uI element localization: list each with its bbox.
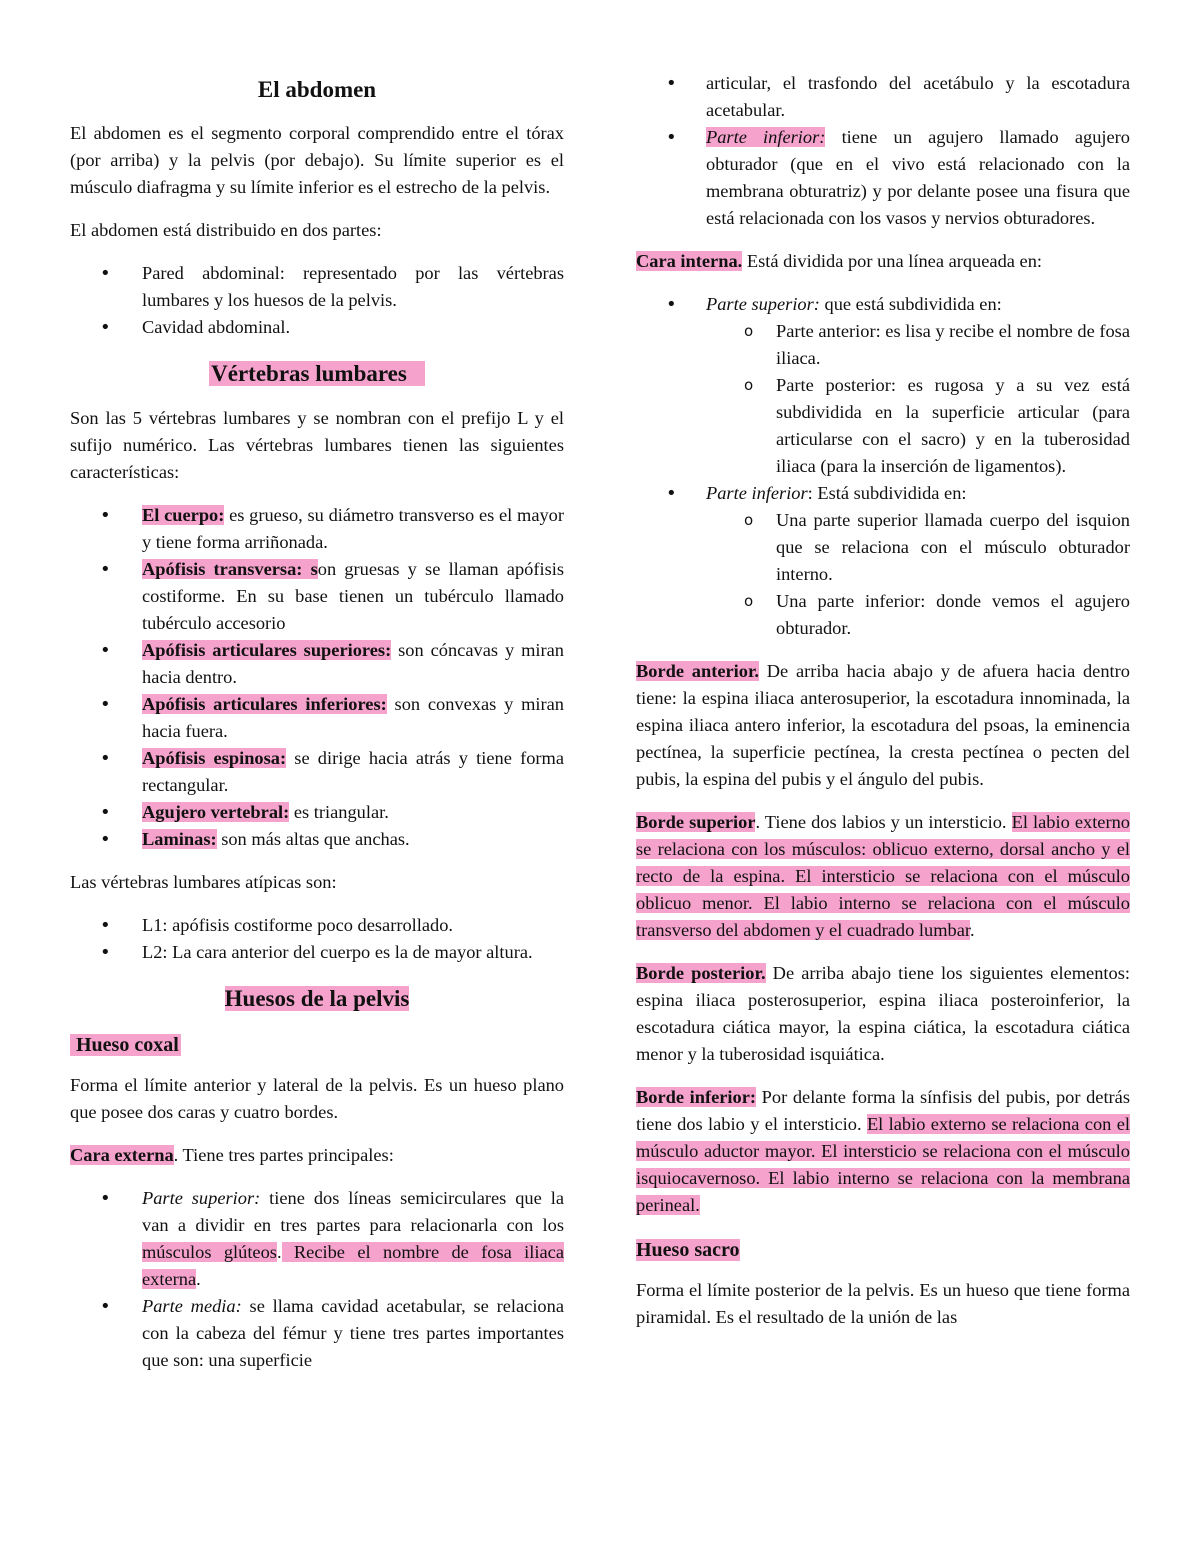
sub-list bbox=[706, 318, 1130, 480]
list-item: • Apófisis transversa: son gruesas y se llaman apófisis costiforme. En su base tienen un tubérculo llamado tubérculo accesorio bbox=[70, 556, 564, 637]
list-item: • Pared abdominal: representado por las vértebras lumbares y los huesos de la pelvis. bbox=[70, 260, 564, 314]
list-item: • Apófisis articulares inferiores: son convexas y miran hacia fuera. bbox=[70, 691, 564, 745]
list-item: • Apófisis espinosa: se dirige hacia atrás y tiene forma rectangular. bbox=[70, 745, 564, 799]
sub-list-item: o Parte anterior: es lisa y recibe el nombre de fosa iliaca. bbox=[706, 318, 1130, 372]
sub-list-item: o Una parte superior llamada cuerpo del isquion que se relaciona con el músculo obturador interno. bbox=[706, 507, 1130, 588]
cara-interna-list bbox=[636, 291, 1130, 642]
sub-list-item: o Una parte inferior: donde vemos el agujero obturador. bbox=[706, 588, 1130, 642]
page-title: El abdomen bbox=[257, 77, 377, 102]
sacro-paragraph: Forma el límite posterior de la pelvis. Es un hueso que tiene forma piramidal. Es el resultado de la unión de las bbox=[636, 1280, 1130, 1327]
intro-paragraph: El abdomen es el segmento corporal comprendido entre el tórax (por arriba) y la pelvis (por debajo). Su límite superior es el músculo diafragma y su límite inferior es el estrecho de la pelvis. bbox=[70, 123, 564, 197]
list-item: • Parte media: se llama cavidad acetabular, se relaciona con la cabeza del fémur y tiene tres partes importantes que son: una superficie bbox=[70, 1293, 564, 1374]
cara-externa-list-continued bbox=[636, 70, 1130, 232]
left-column bbox=[70, 70, 564, 1390]
subheading-sacro: Hueso sacro bbox=[636, 1239, 740, 1261]
borde-posterior-paragraph: Borde posterior. De arriba abajo tiene los siguientes elementos: espina iliaca posterosuperior, espina iliaca posteroinferior, la escotadura ciática mayor, la espina ciática, la escotadura ciática menor y la tuberosidad isquiática. bbox=[636, 963, 1130, 1064]
list-item: • Parte superior: que está subdividida en: o Parte anterior: es lisa y recibe el nombre de fosa iliaca. o Parte posterior: es rugosa y a su vez está subdividida en la superficie articular (para articularse con el sacro) y en la tuberosidad iliaca (para la inserción de ligamentos). bbox=[636, 291, 1130, 480]
parts-list bbox=[70, 260, 564, 341]
list-item: • Agujero vertebral: es triangular. bbox=[70, 799, 564, 826]
list-item: • Cavidad abdominal. bbox=[70, 314, 564, 341]
list-item: • L1: apófisis costiforme poco desarrollado. bbox=[70, 912, 564, 939]
list-item: • Parte superior: tiene dos líneas semicirculares que la van a dividir en tres partes para relacionarla con los músculos glúteos. Recibe el nombre de fosa iliaca externa. bbox=[70, 1185, 564, 1293]
list-item: • Apófisis articulares superiores: son cóncavas y miran hacia dentro. bbox=[70, 637, 564, 691]
list-item: • El cuerpo: es grueso, su diámetro transverso es el mayor y tiene forma arriñonada. bbox=[70, 502, 564, 556]
cara-interna-paragraph: Cara interna. Está dividida por una línea arqueada en: bbox=[636, 251, 1043, 271]
atypical-intro: Las vértebras lumbares atípicas son: bbox=[70, 872, 337, 892]
section-heading-pelvis: Huesos de la pelvis bbox=[224, 986, 410, 1011]
features-list bbox=[70, 502, 564, 853]
parts-intro: El abdomen está distribuido en dos partes: bbox=[70, 220, 382, 240]
sub-list-item: o Parte posterior: es rugosa y a su vez está subdividida en la superficie articular (para articularse con el sacro) y en la tuberosidad iliaca (para la inserción de ligamentos). bbox=[706, 372, 1130, 480]
atypical-list bbox=[70, 912, 564, 966]
lumbar-intro: Son las 5 vértebras lumbares y se nombran con el prefijo L y el sufijo numérico. Las vértebras lumbares tienen las siguientes características: bbox=[70, 408, 564, 482]
coxal-intro: Forma el límite anterior y lateral de la pelvis. Es un hueso plano que posee dos caras y cuatro bordes. bbox=[70, 1075, 564, 1122]
subheading-coxal: Hueso coxal bbox=[70, 1030, 564, 1060]
list-item: • Laminas: son más altas que anchas. bbox=[70, 826, 564, 853]
list-item: • L2: La cara anterior del cuerpo es la de mayor altura. bbox=[70, 939, 564, 966]
list-item: • Parte inferior: Está subdividida en: o Una parte superior llamada cuerpo del isquion que se relaciona con el músculo obturador interno. o Una parte inferior: donde vemos el agujero obturador. bbox=[636, 480, 1130, 642]
borde-inferior-paragraph: Borde inferior: Por delante forma la sínfisis del pubis, por detrás tiene dos labio y el intersticio. El labio externo se relaciona con el músculo aductor mayor. El intersticio se relaciona con el músculo isquiocavernoso. El labio interno se relaciona con la membrana perineal. bbox=[636, 1087, 1130, 1215]
list-item-continued: • articular, el trasfondo del acetábulo y la escotadura acetabular. bbox=[636, 70, 1130, 124]
borde-superior-paragraph: Borde superior. Tiene dos labios y un intersticio. El labio externo se relaciona con los músculos: oblicuo externo, dorsal ancho y el recto de la espina. El intersticio se relaciona con el músculo oblicuo menor. El labio interno se relaciona con el músculo transverso del abdomen y el cuadrado lumbar. bbox=[636, 812, 1130, 940]
list-item: • Parte inferior: tiene un agujero llamado agujero obturador (que en el vivo está relacionado con la membrana obturatriz) y por delante posee una fisura que está relacionada con los vasos y nervios obturadores. bbox=[636, 124, 1130, 232]
cara-externa-list bbox=[70, 1185, 564, 1374]
right-column bbox=[636, 70, 1130, 1347]
sub-list bbox=[706, 507, 1130, 642]
borde-anterior-paragraph: Borde anterior. De arriba hacia abajo y de afuera hacia dentro tiene: la espina iliaca anterosuperior, la escotadura innominada, la espina iliaca antero inferior, la escotadura del psoas, la eminencia pectínea, la superficie pectínea, la cresta pectínea o pecten del pubis, la espina del pubis y el ángulo del pubis. bbox=[636, 661, 1130, 789]
cara-externa-paragraph: Cara externa. Tiene tres partes principales: bbox=[70, 1145, 394, 1165]
section-heading-lumbar: Vértebras lumbares bbox=[70, 357, 564, 391]
